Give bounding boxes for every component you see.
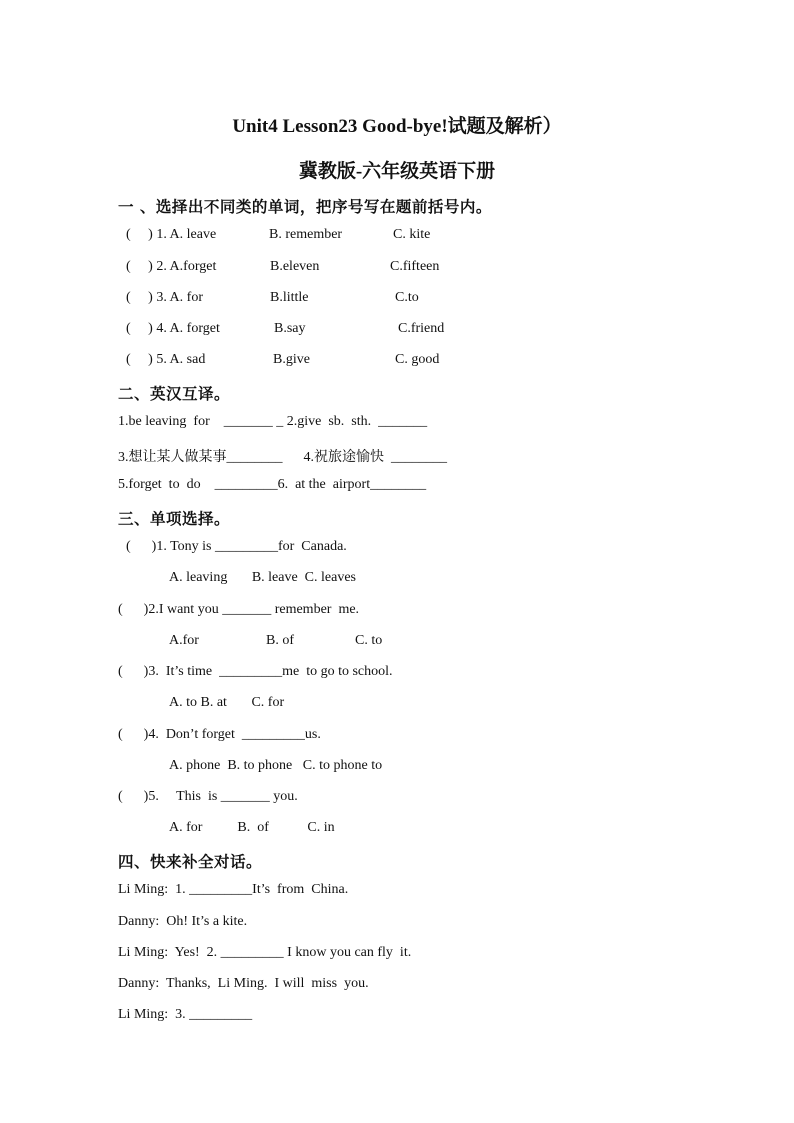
s3-question-5: ( )5. This is _______ you. <box>118 789 298 804</box>
s2-line-1: 1.be leaving for _______ _ 2.give sb. sth. _______ <box>118 414 428 429</box>
s1-q1-option-a: ( ) 1. A. leave <box>126 227 217 242</box>
s3-q2-option-a: A.for <box>169 633 199 648</box>
s2-line-2: 3.想让某人做某事________ 4.祝旅途愉快 ________ <box>118 450 447 465</box>
s3-options-3: A. to B. at C. for <box>169 695 285 710</box>
s4-dialogue-5: Li Ming: 3. _________ <box>118 1007 253 1022</box>
s2-line-3: 5.forget to do _________6. at the airport________ <box>118 477 427 492</box>
s3-options-4: A. phone B. to phone C. to phone to <box>169 758 383 773</box>
s1-q4-option-b: B.say <box>274 321 306 336</box>
s3-question-4: ( )4. Don’t forget _________us. <box>118 727 321 742</box>
s1-q2-option-c: C.fifteen <box>390 259 440 274</box>
s1-q4-option-c: C.friend <box>398 321 445 336</box>
section-3-heading: 三、单项选择。 <box>118 510 231 528</box>
s1-q4-option-a: ( ) 4. A. forget <box>126 321 220 336</box>
s1-q3-option-a: ( ) 3. A. for <box>126 290 203 305</box>
s3-question-3: ( )3. It’s time _________me to go to school. <box>118 664 393 679</box>
s1-q2-option-b: B.eleven <box>270 259 320 274</box>
section-1-heading: 一 、选择出不同类的单词，把序号写在题前括号内。 <box>118 198 492 216</box>
s4-dialogue-3: Li Ming: Yes! 2. _________ I know you can fly it. <box>118 945 412 960</box>
s3-options-5: A. for B. of C. in <box>169 820 335 835</box>
s3-question-2: ( )2.I want you _______ remember me. <box>118 602 360 617</box>
document-subtitle: 冀教版-六年级英语下册 <box>298 161 496 182</box>
s3-question-1: ( )1. Tony is _________for Canada. <box>126 539 347 554</box>
s1-q2-option-a: ( ) 2. A.forget <box>126 259 217 274</box>
s1-q5-option-a: ( ) 5. A. sad <box>126 352 206 367</box>
s1-q5-option-c: C. good <box>395 352 440 367</box>
s4-dialogue-2: Danny: Oh! It’s a kite. <box>118 914 248 929</box>
s4-dialogue-4: Danny: Thanks, Li Ming. I will miss you. <box>118 976 369 991</box>
s1-q1-option-b: B. remember <box>269 227 343 242</box>
s4-dialogue-1: Li Ming: 1. _________It’s from China. <box>118 882 349 897</box>
section-4-heading: 四、快来补全对话。 <box>118 853 263 871</box>
document-title: Unit4 Lesson23 Good-bye!试题及解析） <box>232 116 562 137</box>
s3-q2-option-b: B. of <box>266 633 294 648</box>
s1-q3-option-b: B.little <box>270 290 309 305</box>
s1-q5-option-b: B.give <box>273 352 310 367</box>
section-2-heading: 二、英汉互译。 <box>118 385 231 403</box>
s1-q1-option-c: C. kite <box>393 227 431 242</box>
s1-q3-option-c: C.to <box>395 290 419 305</box>
s3-options-1: A. leaving B. leave C. leaves <box>169 570 357 585</box>
s3-q2-option-c: C. to <box>355 633 383 648</box>
